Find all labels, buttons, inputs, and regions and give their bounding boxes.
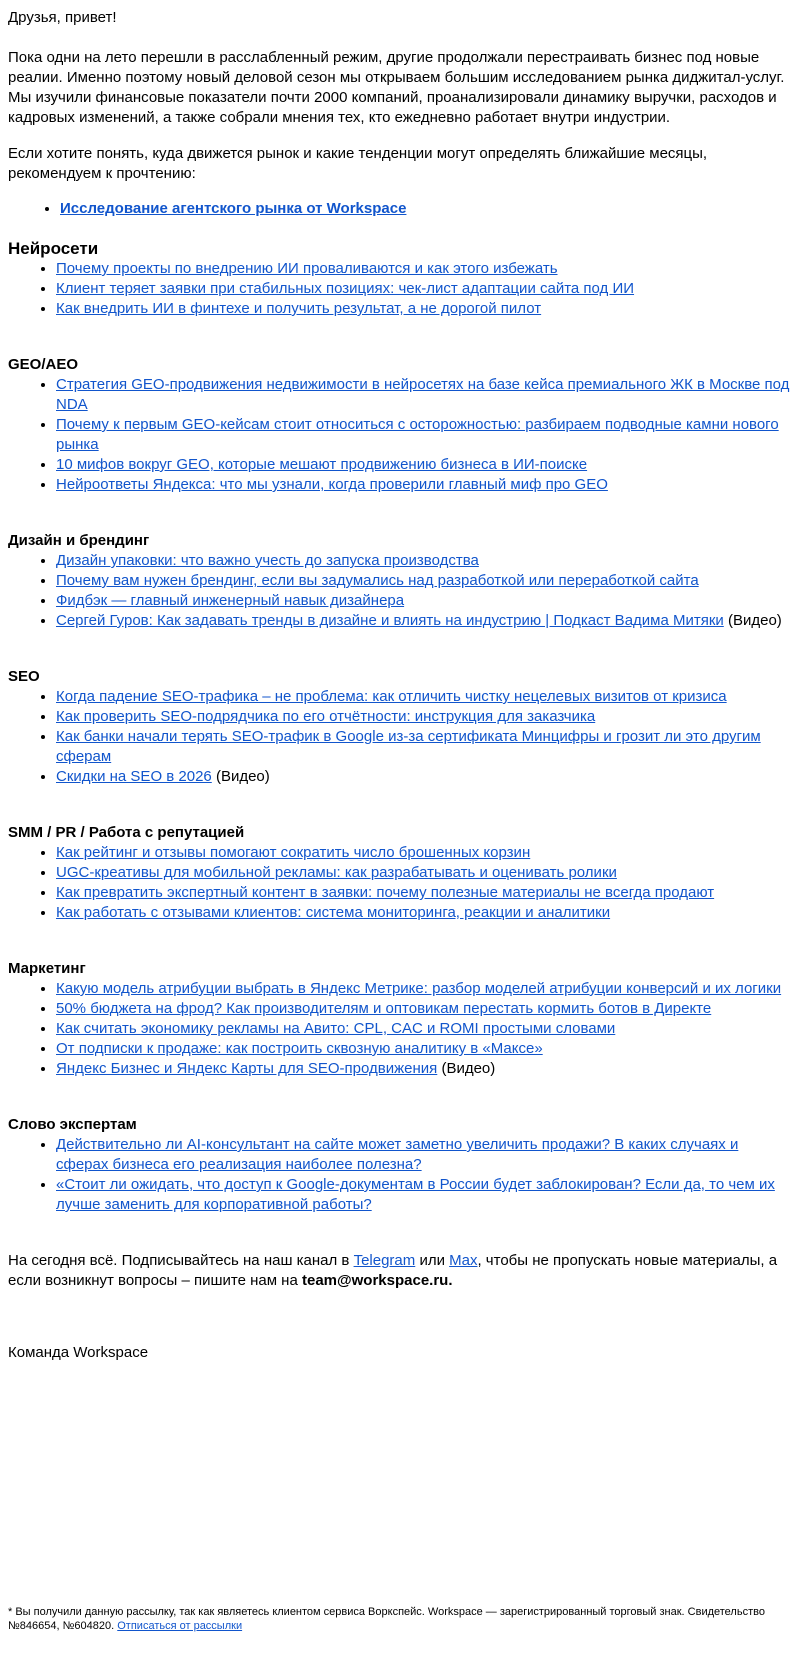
article-list [8, 1135, 792, 1215]
list-item [56, 455, 792, 475]
digest-sections [8, 238, 792, 1215]
video-tag: (Видео) [441, 1060, 496, 1077]
article-link[interactable]: Стратегия GEO-продвижения недвижимости в нейросетях на базе кейса премиального ЖК в Москве под NDA [56, 376, 790, 413]
article-link[interactable]: Как банки начали терять SEO-трафик в Google из-за сертификата Минцифры и грозит ли это другим сферам [56, 728, 761, 765]
list-item [56, 1059, 792, 1079]
article-list [8, 979, 792, 1079]
section-title: GEO/AEO [8, 356, 79, 373]
article-link[interactable]: UGC-креативы для мобильной рекламы: как разрабатывать и оценивать ролики [56, 864, 617, 881]
section-title: SEO [8, 668, 40, 685]
footer-disclaimer [8, 1605, 778, 1633]
list-item [56, 1135, 792, 1175]
article-list [8, 687, 792, 787]
closing-paragraph [8, 1251, 792, 1291]
intro-paragraph: Пока одни на лето перешли в расслабленный режим, другие продолжали перестраивать бизнес под новые реалии. Именно поэтому новый деловой сезон мы открываем большим исследованием рынка диджитал-услуг. Мы изучили финансовые показатели почти 2000 компаний, проанализировали динамику выручки, расходов и кадровых изменений, а также собрали мнения тех, кто ежедневно работает внутри индустрии. [8, 49, 785, 126]
article-link[interactable]: Как считать экономику рекламы на Авито: CPL, CAC и ROMI простыми словами [56, 1020, 616, 1037]
email-body [8, 8, 792, 1363]
list-item [56, 863, 792, 883]
article-link[interactable]: Скидки на SEO в 2026 [56, 768, 212, 785]
article-link[interactable]: Нейроответы Яндекса: что мы узнали, когда проверили главный миф про GEO [56, 476, 608, 493]
greeting-text: Друзья, привет! [8, 9, 117, 26]
article-link[interactable]: Как превратить экспертный контент в заявки: почему полезные материалы не всегда продают [56, 884, 715, 901]
list-item [56, 707, 792, 727]
article-link[interactable]: Дизайн упаковки: что важно учесть до запуска производства [56, 552, 479, 569]
article-list [8, 843, 792, 923]
article-list [8, 259, 792, 319]
section-1 [8, 238, 792, 319]
article-list [8, 551, 792, 631]
section-title: Дизайн и брендинг [8, 532, 150, 549]
list-item [56, 591, 792, 611]
article-link[interactable]: «Стоит ли ожидать, что доступ к Google-документам в России будет заблокирован? Если да, то чем их лучше заменить для корпоративной работы? [56, 1176, 775, 1213]
article-link[interactable]: Сергей Гуров: Как задавать тренды в дизайне и влиять на индустрию | Подкаст Вадима Митяки [56, 612, 724, 629]
list-item [56, 279, 792, 299]
article-link[interactable]: Клиент теряет заявки при стабильных позициях: чек-лист адаптации сайта под ИИ [56, 280, 635, 297]
list-item [56, 883, 792, 903]
article-link[interactable]: Какую модель атрибуции выбрать в Яндекс Метрике: разбор моделей атрибуции конверсий и их логики [56, 980, 782, 997]
section-5 [8, 823, 792, 923]
section-3 [8, 531, 792, 631]
list-item [56, 551, 792, 571]
list-item [56, 979, 792, 999]
list-item [60, 199, 792, 219]
article-link[interactable]: 10 мифов вокруг GEO, которые мешают продвижению бизнеса в ИИ-поиске [56, 456, 588, 473]
article-link[interactable]: 50% бюджета на фрод? Как производителям и оптовикам перестать кормить ботов в Директе [56, 1000, 712, 1017]
featured-research-link[interactable]: Исследование агентского рынка от Workspace [60, 200, 407, 217]
video-tag: (Видео) [215, 768, 270, 785]
article-link[interactable]: Почему вам нужен брендинг, если вы задумались над разработкой или переработкой сайта [56, 572, 699, 589]
section-title: SMM / PR / Работа с репутацией [8, 824, 245, 841]
section-7 [8, 1115, 792, 1215]
section-title: Слово экспертам [8, 1116, 137, 1133]
closing-text-or: или [419, 1252, 445, 1269]
list-item [56, 475, 792, 495]
article-link[interactable]: Как проверить SEO-подрядчика по его отчётности: инструкция для заказчика [56, 708, 596, 725]
section-title: Маркетинг [8, 960, 86, 977]
list-item [56, 415, 792, 455]
list-item [56, 1039, 792, 1059]
article-list [8, 375, 792, 495]
list-item [56, 727, 792, 767]
section-4 [8, 667, 792, 787]
video-tag: (Видео) [727, 612, 782, 629]
list-item [56, 767, 792, 787]
featured-list [8, 199, 792, 219]
signoff-text: Команда Workspace [8, 1344, 149, 1361]
list-item [56, 375, 792, 415]
list-item [56, 259, 792, 279]
closing-text-after: , чтобы не пропускать новые материалы, а если возникнут вопросы – пишите нам на [8, 1252, 778, 1289]
contact-email: team@workspace.ru. [301, 1272, 453, 1289]
unsubscribe-link[interactable]: Отписаться от рассылки [117, 1620, 243, 1632]
list-item [56, 571, 792, 591]
list-item [56, 999, 792, 1019]
article-link[interactable]: Действительно ли AI-консультант на сайте может заметно увеличить продажи? В каких случаях и сферах бизнеса его реализация наиболее полезна? [56, 1136, 739, 1173]
list-item [56, 843, 792, 863]
article-link[interactable]: Когда падение SEO-трафика – не проблема: как отличить чистку нецелевых визитов от кризиса [56, 688, 727, 705]
section-2 [8, 355, 792, 495]
list-item [56, 1175, 792, 1215]
closing-text-before: На сегодня всё. Подписывайтесь на наш канал в [8, 1252, 350, 1269]
list-item [56, 299, 792, 319]
article-link[interactable]: От подписки к продаже: как построить сквозную аналитику в «Максе» [56, 1040, 543, 1057]
section-title: Нейросети [8, 239, 99, 258]
list-item [56, 1019, 792, 1039]
list-item [56, 687, 792, 707]
article-link[interactable]: Яндекс Бизнес и Яндекс Карты для SEO-продвижения [56, 1060, 438, 1077]
max-link[interactable]: Max [449, 1252, 478, 1269]
list-item [56, 611, 792, 631]
article-link[interactable]: Фидбэк — главный инженерный навык дизайнера [56, 592, 405, 609]
section-6 [8, 959, 792, 1079]
article-link[interactable]: Почему проекты по внедрению ИИ проваливаются и как этого избежать [56, 260, 558, 277]
article-link[interactable]: Как работать с отзывами клиентов: система мониторинга, реакции и аналитики [56, 904, 611, 921]
telegram-link[interactable]: Telegram [353, 1252, 416, 1269]
list-item [56, 903, 792, 923]
footer-text: * Вы получили данную рассылку, так как являетесь клиентом сервиса Воркспейс. Workspace — зарегистрированный торговый знак. Свидетельство №846654, №604820. [8, 1606, 765, 1632]
recommend-paragraph: Если хотите понять, куда движется рынок и какие тенденции могут определять ближайшие месяцы, рекомендуем к прочтению: [8, 145, 708, 182]
article-link[interactable]: Как внедрить ИИ в финтехе и получить результат, а не дорогой пилот [56, 300, 542, 317]
article-link[interactable]: Как рейтинг и отзывы помогают сократить число брошенных корзин [56, 844, 531, 861]
article-link[interactable]: Почему к первым GEO-кейсам стоит относиться с осторожностью: разбираем подводные камни нового рынка [56, 416, 779, 453]
